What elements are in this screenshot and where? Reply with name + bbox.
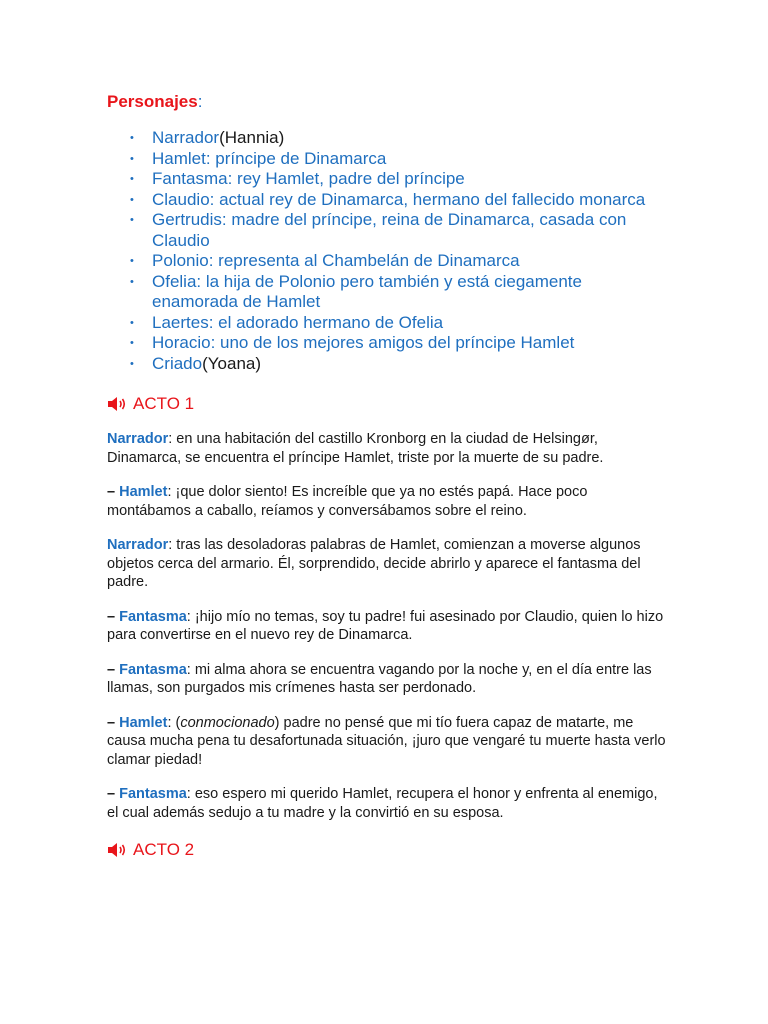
bullet-icon: • [130,214,134,226]
speaker-name: Fantasma [119,661,187,678]
cast-item [130,149,667,170]
cast-role: Hamlet: príncipe de Dinamarca [152,148,387,168]
bullet-icon: • [130,255,134,267]
dialogue-line [107,608,667,645]
dialogue-dash: – [107,484,120,500]
speaker-name: Hamlet [119,714,168,731]
speaker-name: Narrador [107,537,169,553]
dialogue-text: : tras las desoladoras palabras de Hamlet, comienzan a moverse algunos objetos cerca del armario. Él, sorprendido, decide abrirlo y aparece el fantasma del padre. [107,537,641,590]
dialogue-line [107,430,667,467]
cast-item [130,169,667,190]
dialogue-line [107,536,667,592]
speaker-name: Fantasma [119,608,187,625]
cast-item [130,272,667,313]
bullet-icon: • [130,173,134,185]
cast-role: Horacio: uno de los mejores amigos del príncipe Hamlet [152,333,575,352]
cast-role: Polonio: representa al Chambelán de Dinamarca [152,251,520,270]
cast-actor: (Yoana) [202,353,262,373]
act-2-heading [107,838,667,862]
cast-role: Narrador [152,128,220,147]
act-1-heading [107,392,667,416]
cast-item [130,128,667,149]
bullet-icon: • [130,193,134,206]
dialogue-text: : ¡hijo mío no temas, soy tu padre! fui asesinado por Claudio, quien lo hizo para convertirse en el nuevo rey de Dinamarca. [107,608,664,643]
dialogue-dash: – [107,608,120,625]
cast-item [130,354,667,375]
dialogue-text: : mi alma ahora se encuentra vagando por la noche y, en el día entre las llamas, son purgados mis crímenes hasta ser perdonado. [107,661,652,696]
bullet-icon: • [130,316,134,329]
personajes-label: Personajes [107,92,198,111]
act-2-label: ACTO 2 [133,840,195,859]
cast-item [130,333,667,354]
cast-item [130,313,667,334]
cast-role: Claudio: actual rey de Dinamarca, hermano del fallecido monarca [152,189,646,209]
dialogue-pre: : ( [167,714,181,731]
dialogue-text: : ¡que dolor siento! Es increíble que ya no estés papá. Hace poco montábamos a caballo, reíamos y conversábamos sobre el reino. [107,484,588,519]
dialogue-line [107,714,667,770]
bullet-icon: • [130,337,134,349]
act-1-label: ACTO 1 [133,394,195,413]
dialogue-line [107,785,667,822]
cast-role: Gertrudis: madre del príncipe, reina de Dinamarca, casada con Claudio [152,210,627,250]
bullet-icon: • [130,275,134,288]
dialogue-text: ) padre no pensé que mi tío fuera capaz de matarte, me causa mucha pena tu desafortunada situación, ¡juro que vengaré tu muerte hasta verlo clamar piedad! [107,714,666,768]
bullet-icon: • [130,132,134,144]
cast-role: Fantasma: rey Hamlet, padre del príncipe [152,169,465,188]
personajes-colon: : [197,92,203,111]
cast-actor: (Hannia) [219,128,285,147]
cast-item [130,210,667,251]
speaker-name: Narrador [107,431,169,447]
stage-direction: conmocionado [180,714,275,731]
dialogue-text: : en una habitación del castillo Kronborg en la ciudad de Helsingør, Dinamarca, se encuentra el príncipe Hamlet, triste por la muerte de su padre. [107,431,604,466]
dialogue-text: : eso espero mi querido Hamlet, recupera el honor y enfrenta al enemigo, el cual además sedujo a tu madre y la convirtió en su esposa. [107,786,658,821]
cast-role: Ofelia: la hija de Polonio pero también y está ciegamente enamorada de Hamlet [152,271,582,311]
personajes-heading [107,90,667,114]
cast-role: Criado [152,353,203,373]
dialogue-dash: – [107,714,120,731]
cast-role: Laertes: el adorado hermano de Ofelia [152,312,444,332]
cast-item [130,190,667,211]
speaker-loud-icon [107,842,129,858]
dialogue-dash: – [107,786,120,802]
cast-list [107,128,667,374]
cast-item [130,251,667,272]
speaker-name: Hamlet [119,484,168,500]
speaker-name: Fantasma [119,786,187,802]
bullet-icon: • [130,152,134,165]
dialogue-line [107,661,667,698]
speaker-loud-icon [107,396,129,412]
dialogue-line [107,483,667,520]
document-page [107,90,667,876]
bullet-icon: • [130,357,134,370]
dialogue-dash: – [107,661,120,678]
